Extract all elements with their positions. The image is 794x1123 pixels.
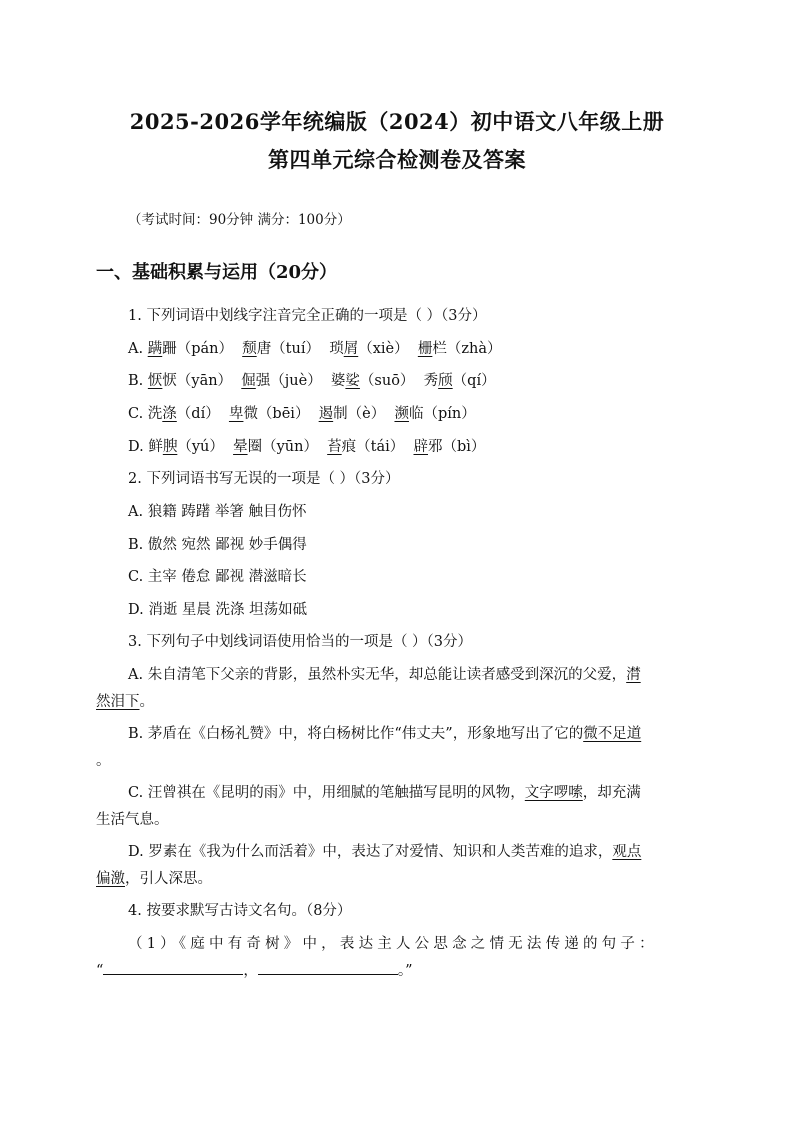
question-1-option-b: B. 恹恹（yān） 倔强（juè） 婆娑（suō） 秀颀（qí）: [128, 373, 496, 389]
question-3-option-b-line-2: 。: [96, 753, 111, 769]
option-text: 跚（pán）: [162, 341, 233, 357]
underlined-character: 涤: [162, 406, 177, 422]
underlined-character: 遏: [318, 406, 334, 422]
option-text: （xiè）: [358, 341, 418, 357]
option-text: （qí）: [452, 373, 496, 389]
question-4-item-1: （1）《庭中有奇树》中，表达主人公思念之情无法传递的句子：: [128, 936, 658, 952]
question-3-option-d-line-2: 偏激，引人深思。: [96, 871, 212, 887]
underlined-character: 栅: [417, 341, 433, 357]
underlined-character: 颓: [242, 341, 257, 357]
option-text: 唐（tuí）: [256, 341, 320, 357]
option-text: 栏（zhà）: [432, 341, 502, 357]
question-1-option-d: D. 鲜腴（yú） 晕圈（yūn） 苔痕（tái） 辟邪（bì）: [128, 439, 486, 455]
underlined-character: 晕: [233, 439, 248, 455]
underlined-character: 恹: [147, 373, 163, 389]
question-4-item-1-blanks: “ ， 。”: [96, 959, 413, 980]
option-text: （suō） 秀: [359, 373, 439, 389]
option-text: 恹（yān）: [162, 373, 242, 389]
question-3-option-c-line-1: C. 汪曾祺在《昆明的雨》中，用细腻的笔触描写昆明的风物，文字啰嗦，却充满: [128, 785, 641, 801]
question-4-stem: 4. 按要求默写古诗文名句。（8分）: [128, 903, 352, 919]
option-text: （dí）: [176, 406, 229, 422]
section-heading-1: 一、基础积累与运用（20分）: [96, 262, 338, 283]
underlined-character: 屑: [343, 341, 359, 357]
question-2-stem: 2. 下列词语书写无误的一项是（ ）（3分）: [128, 471, 400, 487]
underlined-character: 卑: [228, 406, 244, 422]
option-text: 强（juè） 婆: [255, 373, 346, 389]
option-text: 临（pín）: [408, 406, 476, 422]
document-title-line-1: 2025-2026学年统编版（2024）初中语文八年级上册: [129, 109, 665, 134]
answer-blank-2[interactable]: [258, 960, 398, 975]
question-2-option-d: D. 消逝 星晨 洗涤 坦荡如砥: [128, 602, 308, 618]
question-3-option-c-line-2: 生活气息。: [96, 812, 169, 828]
underlined-character: 蹒: [147, 341, 163, 357]
underlined-character: 颀: [438, 373, 453, 389]
underlined-character: 娑: [345, 373, 360, 389]
document-title-line-2: 第四单元综合检测卷及答案: [268, 147, 526, 172]
option-text: （yú）: [177, 439, 234, 455]
option-text: 制（è）: [333, 406, 395, 422]
option-text: 圈（yūn）: [247, 439, 328, 455]
question-3-option-a-line-1: A. 朱自清笔下父亲的背影，虽然朴实无华，却总能让读者感受到深沉的父爱，潸: [128, 667, 641, 683]
option-text: [233, 341, 242, 357]
question-3-stem: 3. 下列句子中划线词语使用恰当的一项是（ ）（3分）: [128, 634, 473, 650]
underlined-character: 苔: [327, 439, 342, 455]
option-text: 琐: [320, 341, 344, 357]
underlined-character: 濒: [394, 406, 409, 422]
question-2-option-c: C. 主宰 倦怠 鄙视 潜滋暗长: [128, 569, 307, 585]
question-3-option-a-line-2: 然泪下。: [96, 694, 154, 710]
question-1-option-c: C. 洗涤（dí） 卑微（bēi） 遏制（è） 濒临（pín）: [128, 406, 476, 422]
underlined-character: 腴: [162, 439, 178, 455]
exam-info: （考试时间：90分钟 满分：100分）: [128, 212, 351, 228]
option-text: 鲜: [148, 439, 163, 455]
question-3-option-b-line-1: B. 茅盾在《白杨礼赞》中，将白杨树比作“伟丈夫”，形象地写出了它的微不足道: [128, 726, 642, 742]
underlined-character: 倔: [241, 373, 256, 389]
question-2-option-a: A. 狼籍 踌躇 举箸 触目伤怀: [128, 504, 307, 520]
answer-blank-1[interactable]: [103, 960, 243, 975]
question-3-option-d-line-1: D. 罗素在《我为什么而活着》中，表达了对爱情、知识和人类苦难的追求，观点: [128, 844, 642, 860]
question-1-option-a: A. 蹒跚（pán） 颓唐（tuí） 琐屑（xiè） 栅栏（zhà）: [128, 341, 502, 357]
option-text: 洗: [147, 406, 163, 422]
question-1-stem: 1. 下列词语中划线字注音完全正确的一项是（ ）（3分）: [128, 308, 487, 324]
option-text: 邪（bì）: [428, 439, 486, 455]
underlined-character: 辟: [413, 439, 428, 455]
question-2-option-b: B. 傲然 宛然 鄙视 妙手偶得: [128, 537, 307, 553]
option-text: 微（bēi）: [243, 406, 319, 422]
option-text: 痕（tái）: [341, 439, 414, 455]
